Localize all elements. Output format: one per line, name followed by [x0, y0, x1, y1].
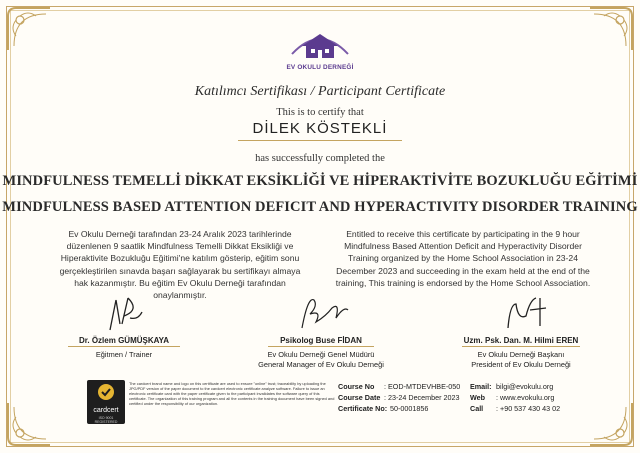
certificate-title: Katılımcı Sertifikası / Participant Certificate — [194, 84, 446, 99]
body-text-turkish: Ev Okulu Derneği tarafından 23-24 Aralık 2023 tarihlerinde düzenlenen 9 saatlik Mindfulness Temelli Dikkat Eksikliği ve Hiperaktivite Bozukluğu Eğitimi'ne katılım gösterip, eğitim sonu gerçekleştirilen sınavda başarı sağlayarak bu sertifikayı almaya hak kazanmıştır. Bu eğitim Ev Okulu Derneği tarafından onaylanmıştır. — [59, 229, 301, 301]
checkmark-icon — [98, 384, 114, 400]
email-label: Email: — [470, 382, 492, 391]
course-title-turkish: MINDFULNESS TEMELLİ DİKKAT EKSİKLİĞİ VE HİPERAKTİVİTE BOZUKLUĞU EĞİTİMİ — [2, 173, 638, 189]
completed-text: has successfully completed the — [255, 153, 385, 164]
signature-block-trainer — [58, 294, 190, 360]
signatory-name: Psikolog Buse FİDAN — [280, 336, 362, 345]
inner-border — [10, 10, 630, 443]
badge-label: cardcert — [93, 407, 119, 414]
signature-image — [456, 290, 586, 330]
web-row — [470, 392, 560, 403]
course-meta — [338, 381, 460, 415]
certify-text: This is to certify that — [276, 107, 364, 118]
role-line-en: General Manager of Ev Okulu Derneği — [258, 360, 384, 369]
signature-block-general-manager — [256, 288, 386, 370]
badge-sublabel: ISO 9001 REGISTERED — [94, 416, 118, 424]
email-value[interactable]: bilgi@evokulu.org — [496, 382, 554, 391]
call-row — [470, 403, 560, 414]
organization-logo-text: EV OKULU DERNEĞİ — [286, 64, 354, 71]
signature-underline — [268, 346, 374, 347]
signature-image — [58, 294, 190, 334]
role-line-tr: Ev Okulu Derneği Başkanı — [477, 350, 565, 359]
corner-ornament-bottom-left — [6, 401, 52, 447]
role-line-tr: Ev Okulu Derneği Genel Müdürü — [267, 350, 375, 359]
signature-image — [256, 288, 386, 328]
signatory-role — [456, 350, 586, 370]
role-line-en: President of Ev Okulu Derneği — [471, 360, 571, 369]
organization-logo-icon — [286, 24, 354, 64]
corner-ornament-top-right — [588, 6, 634, 52]
course-date-value: : 23-24 December 2023 — [384, 393, 460, 403]
course-date-row — [338, 392, 460, 403]
corner-ornament-bottom-right — [588, 401, 634, 447]
contact-info — [470, 381, 560, 415]
signatory-name: Dr. Özlem GÜMÜŞKAYA — [78, 336, 170, 345]
signature-underline — [68, 346, 180, 347]
signatory-role — [256, 350, 386, 370]
body-text-english: Entitled to receive this certificate by participating in the 9 hour Mindfulness Based Attention Deficit and Hyperactivity Disorder Training organized by the Home School Association in 23-24 December 2023 and succeeding in the exam held at the end of the training, This training is endorsed by the Home School Association. — [335, 229, 591, 288]
call-value: : +90 537 430 43 02 — [496, 404, 561, 414]
cardcert-badge — [87, 380, 125, 424]
course-date-label: Course Date — [338, 393, 381, 403]
certificate-no-value: 50-0001856 — [390, 404, 429, 414]
course-no-label: Course No — [338, 382, 375, 391]
signature-underline — [462, 346, 580, 347]
signatory-name: Uzm. Psk. Dan. M. Hilmi EREN — [463, 336, 579, 345]
signature-block-president — [456, 290, 586, 370]
email-row — [470, 381, 560, 392]
course-no-row — [338, 381, 460, 392]
corner-ornament-top-left — [6, 6, 52, 52]
web-value[interactable]: : www.evokulu.org — [496, 393, 555, 403]
call-label: Call — [470, 404, 484, 414]
web-label: Web — [470, 393, 486, 403]
signatory-role: Eğitmen / Trainer — [95, 350, 153, 359]
course-title-english: MINDFULNESS BASED ATTENTION DEFICIT AND HYPERACTIVITY DISORDER TRAINING — [2, 199, 638, 215]
recipient-underline — [238, 140, 402, 141]
disclaimer-text: The cardcert brand name and logo on this certificate are used to ensure "online" trust; traceability by uploading the JPG/PDF version of the paper document to the cardcert electronic certificate analyze software. Failure to issue an electronic certificate card with the paper certificate given to the participant invalidates the software query of this certificate. The organization of this training program and all the contents in the training document have been signed and certified under the responsibility of our organization. — [129, 381, 335, 406]
recipient-name: DİLEK KÖSTEKLİ — [252, 120, 388, 137]
certificate-no-row — [338, 403, 460, 414]
certificate-no-label: Certificate No: — [338, 404, 388, 414]
course-no-value: : EOD-MTDEVHBE-050 — [384, 382, 461, 391]
